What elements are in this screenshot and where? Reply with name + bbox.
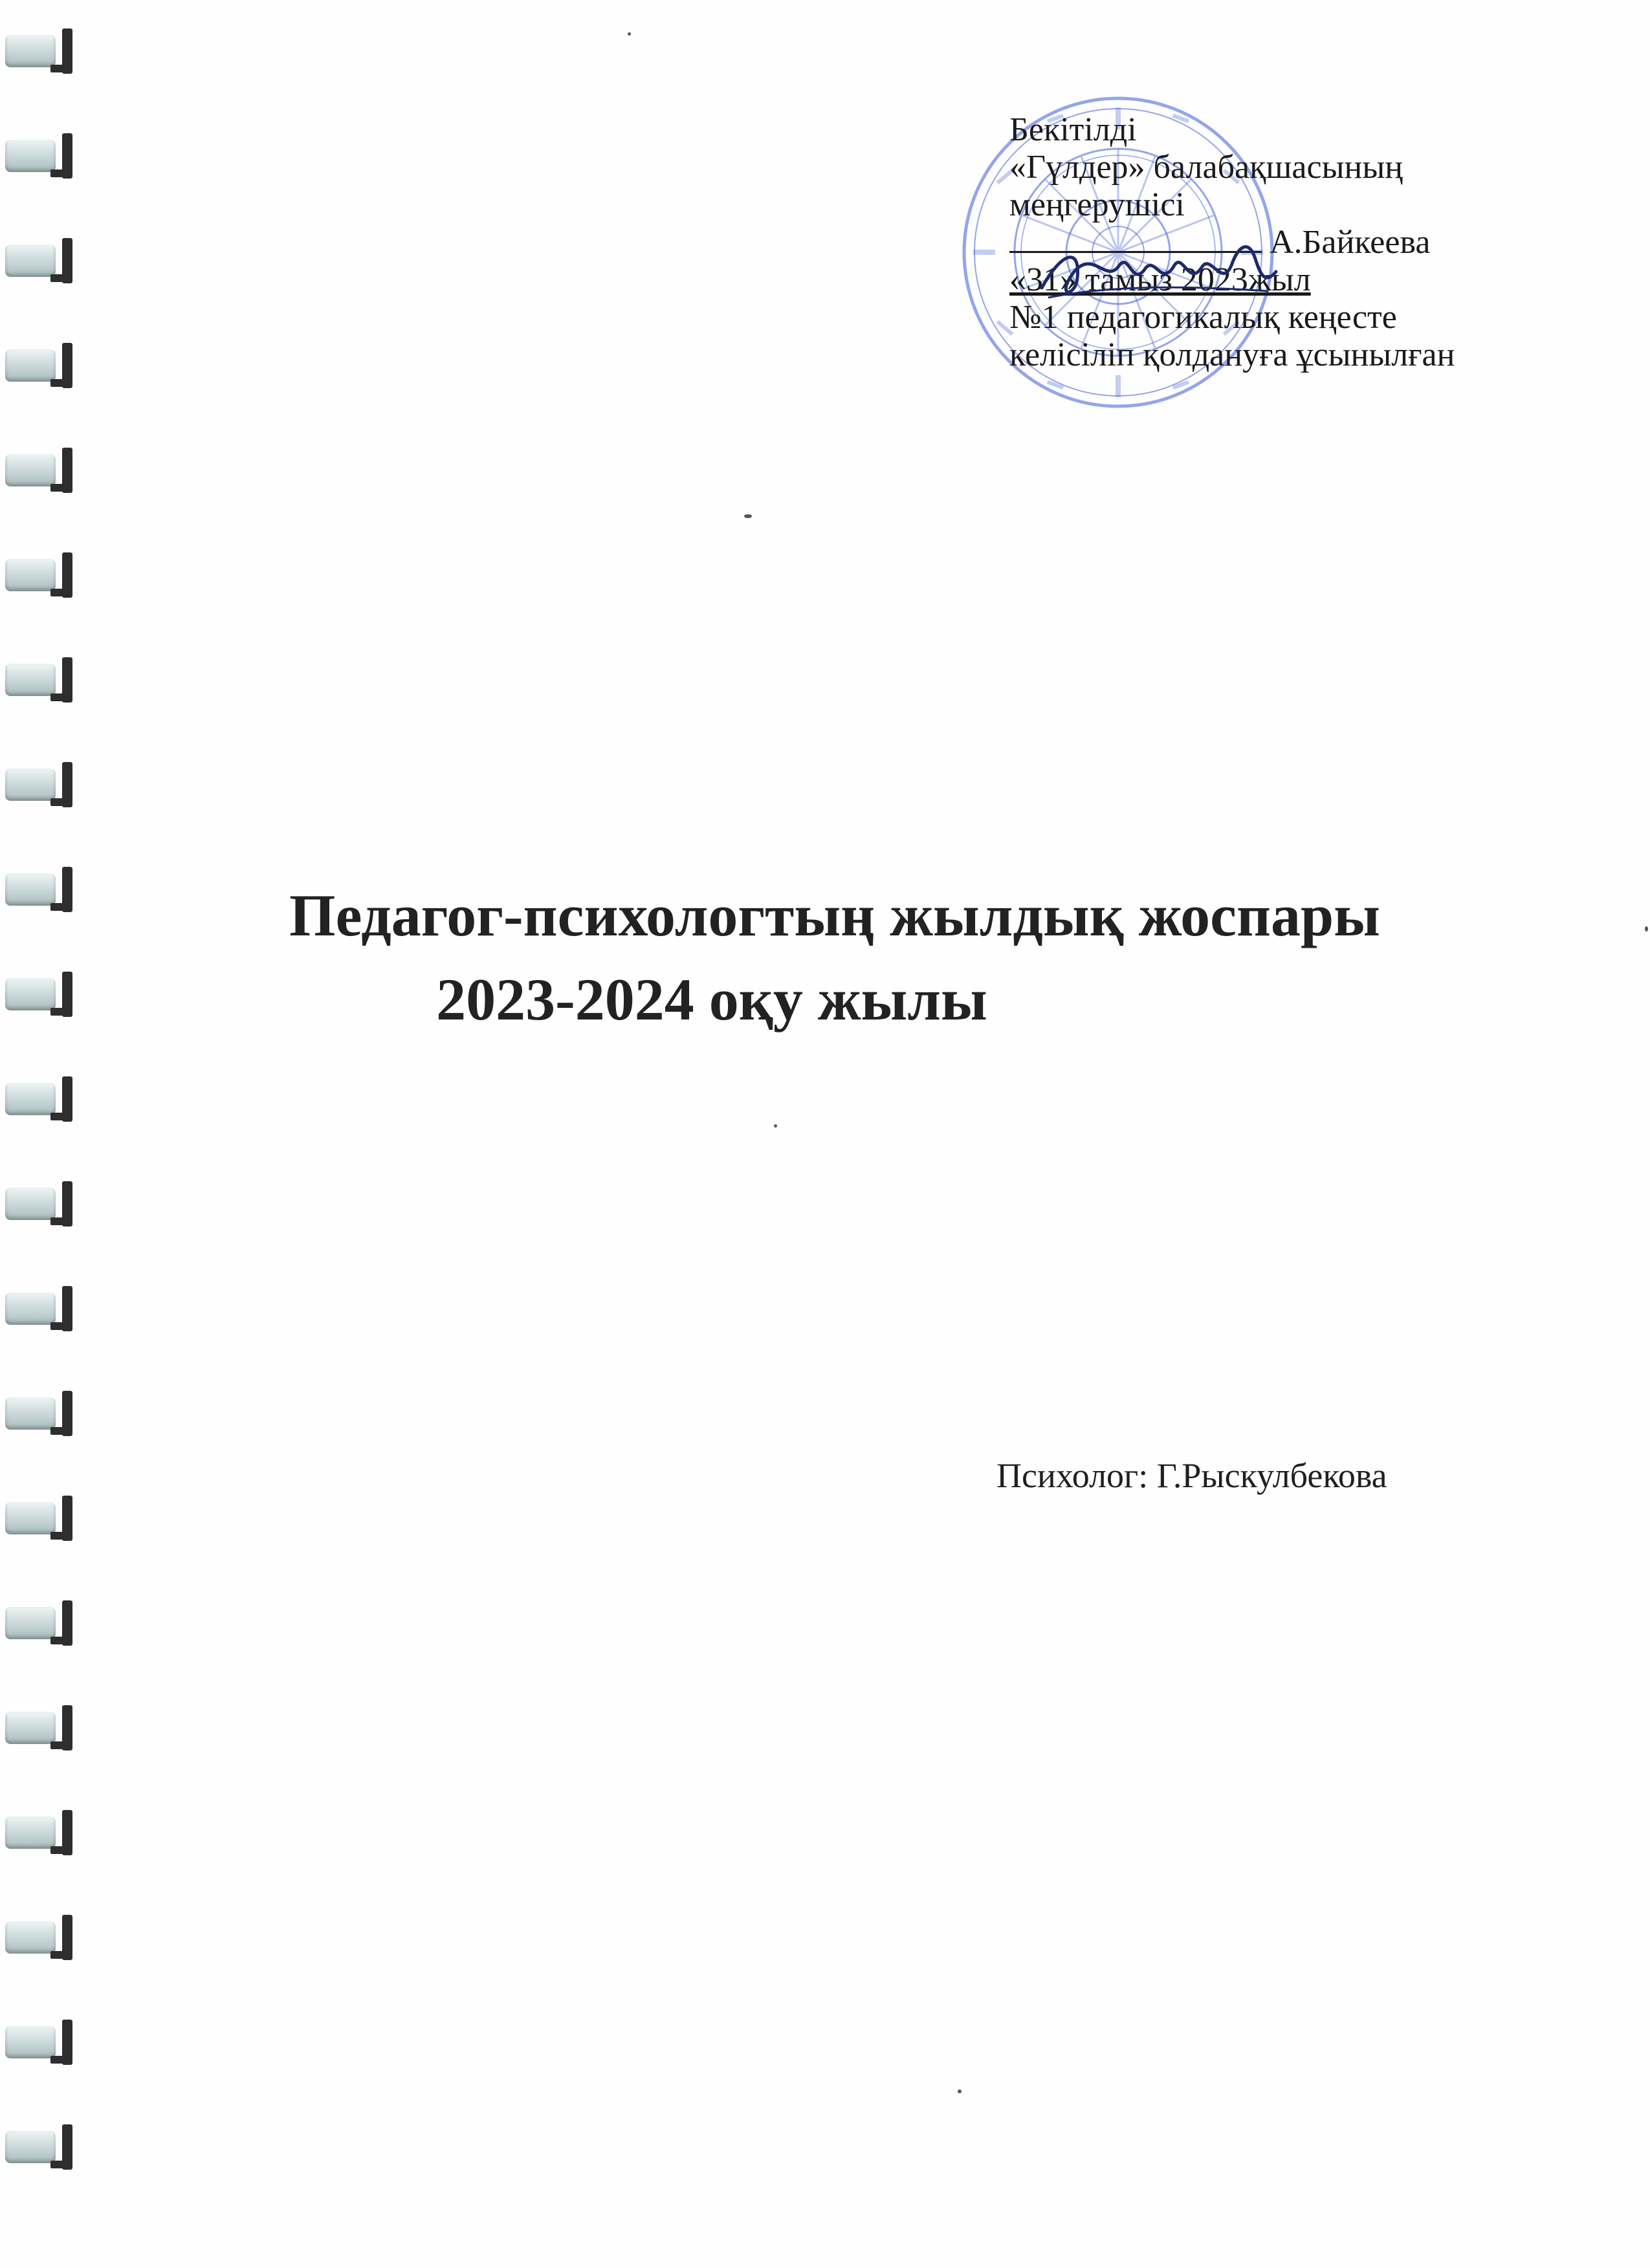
binding-hole-edge [50, 1322, 72, 1330]
binding-ring [5, 1912, 76, 1963]
title-line-2: 2023-2024 оқу жылы [436, 966, 987, 1032]
binding-ring [5, 26, 76, 76]
binding-coil [5, 1397, 56, 1430]
binding-hole-edge [50, 1951, 72, 1959]
scan-speck [958, 2089, 962, 2093]
binding-coil [5, 873, 56, 906]
binding-ring [5, 2017, 76, 2067]
approval-date: «31» тамыз 2023жыл [1009, 261, 1311, 298]
binding-coil [5, 559, 56, 591]
binding-coil [5, 1607, 56, 1639]
approval-heading: Бекітілді [1009, 111, 1137, 148]
binding-hole-edge [50, 65, 72, 72]
binding-coil [5, 140, 56, 172]
scan-speck [774, 1124, 777, 1128]
binding-ring [5, 1703, 76, 1753]
binding-hole-edge [50, 1741, 72, 1749]
binding-hole-edge [50, 1637, 72, 1644]
binding-hole-edge [50, 1846, 72, 1854]
kindergarten-name: «Гүлдер» балабақшасының [1009, 149, 1403, 186]
binding-coil [5, 1712, 56, 1744]
binding-hole-edge [50, 2161, 72, 2168]
council-number: №1 педагогикалық кеңесте [1009, 299, 1397, 336]
binding-coil [5, 1083, 56, 1115]
binding-coil [5, 1502, 56, 1534]
binding-coil [5, 769, 56, 801]
binding-ring [5, 1388, 76, 1439]
binding-hole-edge [50, 1217, 72, 1225]
binding-ring [5, 1493, 76, 1543]
recommended-note: келісіліп қолдануға ұсынылған [1009, 336, 1455, 373]
binding-coil [5, 2026, 56, 2058]
signer-name: А.Байкеева [1270, 224, 1431, 261]
binding-coil [5, 245, 56, 277]
handwritten-signature-icon [1035, 226, 1281, 311]
binding-coil [5, 1921, 56, 1954]
binding-hole-edge [50, 1113, 72, 1120]
binding-ring [5, 864, 76, 915]
binding-hole-edge [50, 379, 72, 387]
title-line-1: Педагог-психологтың жылдық жоспары [289, 882, 1380, 948]
binding-ring [5, 1074, 76, 1124]
binding-coil [5, 349, 56, 382]
binding-ring [5, 235, 76, 286]
binding-hole-edge [50, 1532, 72, 1540]
binding-coil [5, 2131, 56, 2163]
binding-hole-edge [50, 693, 72, 701]
binding-coil [5, 1292, 56, 1325]
binding-hole-edge [50, 903, 72, 911]
binding-ring [5, 1598, 76, 1648]
binding-hole-edge [50, 484, 72, 492]
binding-hole-edge [50, 169, 72, 177]
document-title [194, 873, 1475, 1041]
scan-speck [744, 514, 752, 518]
binding-hole-edge [50, 274, 72, 282]
binding-ring [5, 131, 76, 181]
binding-ring [5, 1179, 76, 1229]
binding-ring [5, 1283, 76, 1334]
binding-ring [5, 655, 76, 705]
binding-ring [5, 550, 76, 600]
binding-ring [5, 759, 76, 810]
spiral-binding [0, 0, 91, 2268]
binding-hole-edge [50, 1427, 72, 1435]
binding-coil [5, 1816, 56, 1849]
psychologist-name: Психолог: Г.Рыскулбекова [996, 1456, 1387, 1495]
binding-ring [5, 340, 76, 391]
binding-coil [5, 664, 56, 696]
binding-hole-edge [50, 589, 72, 596]
binding-ring [5, 1807, 76, 1858]
scan-speck [1645, 926, 1648, 932]
head-title: меңгерушісі [1009, 186, 1185, 223]
binding-hole-edge [50, 2056, 72, 2064]
binding-coil [5, 35, 56, 67]
binding-coil [5, 454, 56, 486]
binding-hole-edge [50, 798, 72, 806]
binding-coil [5, 1188, 56, 1220]
scan-speck [628, 32, 631, 36]
binding-ring [5, 2122, 76, 2172]
binding-ring [5, 445, 76, 496]
